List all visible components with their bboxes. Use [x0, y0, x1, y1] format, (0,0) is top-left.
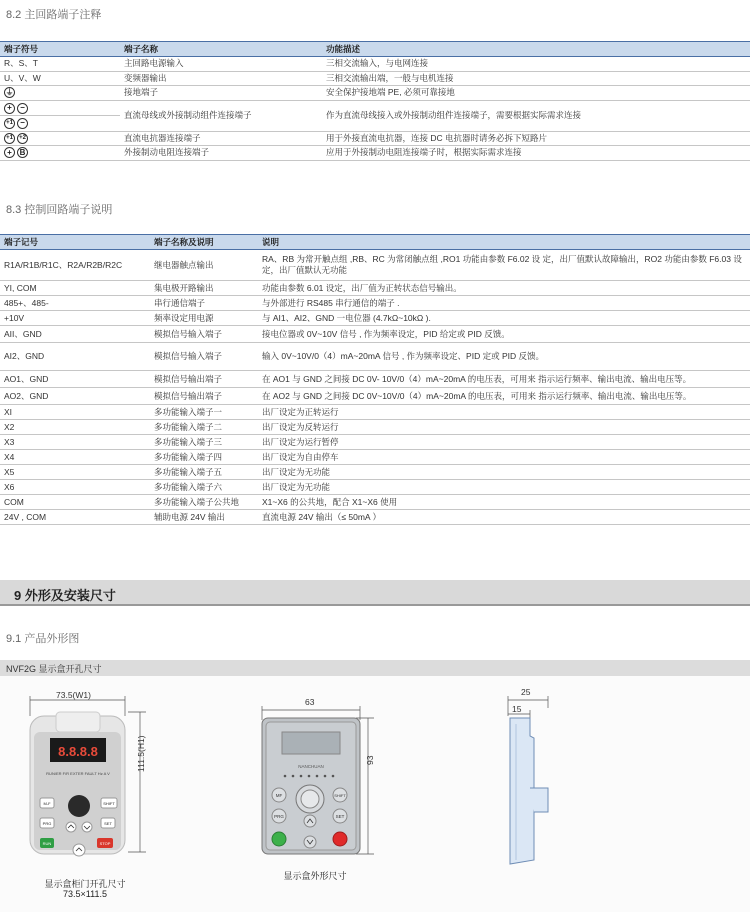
cell-name: 多功能输入端子三	[150, 435, 258, 450]
cell-desc: 与外部进行 RS485 串行通信的端子 .	[258, 296, 750, 311]
shift-button-label: SHIFT	[103, 801, 115, 806]
cell-desc: 与 AI1、AI2、GND 一电位器 (4.7kΩ~10kΩ ).	[258, 311, 750, 326]
cell-desc: 出厂设定为运行暂停	[258, 435, 750, 450]
cell-desc: X1~X6 的公共地，配合 X1~X6 使用	[258, 495, 750, 510]
figure-title: NVF2G 显示盒开孔尺寸	[6, 664, 102, 674]
table-header-row	[0, 235, 750, 250]
minus-terminal-icon: −	[17, 103, 28, 114]
cell-name: 继电器触点输出	[150, 250, 258, 281]
main-terminal-table	[0, 41, 750, 161]
cell-symbol: AO1、GND	[0, 371, 150, 388]
cell-desc: 出厂设定为反转运行	[258, 420, 750, 435]
cell-symbol: X3	[0, 435, 150, 450]
table-row	[0, 57, 750, 72]
cell-name: 外接制动电阻连接端子	[120, 146, 322, 161]
cell-symbol: X4	[0, 450, 150, 465]
cell-name: 多功能输入端子六	[150, 480, 258, 495]
table-row	[0, 343, 750, 371]
table-row	[0, 480, 750, 495]
cell-desc: 三相交流输出端，一般与电机连接	[322, 71, 750, 86]
plus-terminal-icon: +	[4, 147, 15, 158]
cell-desc: 三相交流输入，与电网连接	[322, 57, 750, 72]
cell-desc: 在 AO1 与 GND 之间接 DC 0V- 10V/0（4）mA~20mA 的电压表，可用来 指示运行频率、输出电流、输出电压等。	[258, 371, 750, 388]
cell-name: 模拟信号输入端子	[150, 343, 258, 371]
section-9-1-title: 9.1 产品外形图	[6, 633, 80, 645]
cell-symbol: XI	[0, 405, 150, 420]
cell-name: 频率设定用电源	[150, 311, 258, 326]
table-row	[0, 250, 750, 281]
cell-desc: 在 AO2 与 GND 之间接 DC 0V~10V/0（4）mA~20mA 的电压表，可用来 指示运行频率、输出电流、输出电压等。	[258, 388, 750, 405]
table-row	[0, 86, 750, 101]
cell-name: 多功能输入端子一	[150, 405, 258, 420]
run-button-label: RUN	[42, 841, 52, 846]
cell-symbol: COM	[0, 495, 150, 510]
cell-name: 直流电抗器连接端子	[120, 131, 322, 146]
cell-name: 接地端子	[120, 86, 322, 101]
cell-name: 多功能输入端子五	[150, 465, 258, 480]
control-terminal-table	[0, 234, 750, 525]
cell-desc: 用于外接直流电抗器，连接 DC 电抗器时请务必拆下短路片	[322, 131, 750, 146]
fig3-inner-depth-label: 15	[512, 704, 522, 714]
table-row	[0, 71, 750, 86]
fig1-height-label: 111.5(H1)	[136, 735, 146, 772]
fig1-caption: 显示盒柜门开孔尺寸	[44, 879, 126, 889]
table-row	[0, 388, 750, 405]
minus-terminal-icon: −	[17, 118, 28, 129]
ground-icon: ⏚	[5, 87, 14, 97]
table-row	[0, 281, 750, 296]
cell-name: 模拟信号输出端子	[150, 371, 258, 388]
section-8-2-title: 8.2 主回路端子注释	[6, 9, 102, 21]
table-header-row	[0, 42, 750, 57]
keypad-side-view	[510, 718, 548, 864]
plus-terminal-icon: +	[4, 103, 15, 114]
cell-symbol	[0, 86, 120, 101]
cell-desc: 输入 0V~10V/0（4）mA~20mA 信号 , 作为频率设定、PID 定或 PID 反馈。	[258, 343, 750, 371]
fig2-caption: 显示盒外形尺寸	[283, 871, 347, 881]
cell-name: 多功能输入端子公共地	[150, 495, 258, 510]
cell-desc: 作为直流母线接入或外接制动组件连接端子，需要根据实际需求连接	[322, 100, 750, 131]
figure-title-bar	[0, 660, 750, 676]
table-row	[0, 131, 750, 146]
header-symbol: 端子符号	[0, 42, 120, 57]
table-row	[0, 465, 750, 480]
cell-desc: 出厂设定为无功能	[258, 465, 750, 480]
cell-symbol: AO2、GND	[0, 388, 150, 405]
cell-symbol: 24V , COM	[0, 510, 150, 525]
table-row	[0, 326, 750, 343]
svg-text:SHIFT: SHIFT	[334, 793, 346, 798]
table-row	[0, 405, 750, 420]
keypad-cutout-front	[30, 712, 125, 856]
cell-desc: 直流电源 24V 输出（≤ 50mA ）	[258, 510, 750, 525]
fig3-depth-label: 25	[521, 687, 531, 697]
cell-desc: 出厂设定为无功能	[258, 480, 750, 495]
header-desc: 功能描述	[322, 42, 750, 57]
plus1-terminal-icon: +1	[4, 133, 15, 144]
table-row	[0, 420, 750, 435]
cell-symbol	[0, 131, 120, 146]
cell-name: 多功能输入端子四	[150, 450, 258, 465]
brake-b-terminal-icon: B	[17, 147, 28, 158]
fig1-width-label: 73.5(W1)	[56, 690, 91, 700]
table-row	[0, 100, 750, 131]
cell-desc: 出厂设定为正转运行	[258, 405, 750, 420]
cell-name: 串行通信端子	[150, 296, 258, 311]
set-button-label: SET	[104, 821, 112, 826]
cell-name: 主回路电源输入	[120, 57, 322, 72]
cell-symbol: +10V	[0, 311, 150, 326]
cell-name: 变频器输出	[120, 71, 322, 86]
svg-text:SET: SET	[335, 814, 345, 819]
cell-name: 多功能输入端子二	[150, 420, 258, 435]
cell-symbol: AII、GND	[0, 326, 150, 343]
plus2-terminal-icon: +2	[17, 133, 28, 144]
brand-label: NANCHUAN	[298, 764, 324, 769]
fig2-width-label: 63	[305, 697, 315, 707]
cell-name: 集电极开路输出	[150, 281, 258, 296]
stop-button-label: STOP	[99, 841, 111, 846]
header-name: 端子名称	[120, 42, 322, 57]
keypad-outline-front	[262, 718, 360, 854]
cell-symbol: X5	[0, 465, 150, 480]
cell-desc: 出厂设定为自由停车	[258, 450, 750, 465]
table-row	[0, 450, 750, 465]
svg-text:MF: MF	[275, 793, 283, 798]
cell-desc: 功能由参数 6.01 设定，出厂值为正转状态信号输出。	[258, 281, 750, 296]
cell-symbol: AI2、GND	[0, 343, 150, 371]
cell-name: 辅助电源 24V 输出	[150, 510, 258, 525]
cell-name: 模拟信号输入端子	[150, 326, 258, 343]
cell-desc: 应用于外接制动电阻连接端子时，根据实际需求连接	[322, 146, 750, 161]
table-row	[0, 296, 750, 311]
table-row	[0, 146, 750, 161]
table-row	[0, 435, 750, 450]
table-row	[0, 510, 750, 525]
section-8-3-title: 8.3 控制回路端子说明	[6, 204, 113, 216]
table-row	[0, 311, 750, 326]
cell-desc: 安全保护接地端 PE, 必须可靠接地	[322, 86, 750, 101]
cell-symbol	[0, 146, 120, 161]
cell-symbol: X6	[0, 480, 150, 495]
cell-symbol	[0, 100, 120, 131]
chapter-9-title: 9 外形及安装尺寸	[14, 588, 116, 603]
plus1-terminal-icon: +1	[4, 118, 15, 129]
chapter-9-header	[0, 580, 750, 606]
cell-desc: RA、RB 为常开触点组 ,RB、RC 为常闭触点组 ,RO1 功能由参数 F6.02 设 定，出厂值默认故障输出，RO2 功能由参数 F6.03 设定，出厂值默认无功能	[258, 250, 750, 281]
cell-name: 模拟信号输出端子	[150, 388, 258, 405]
cell-symbol: YI, COM	[0, 281, 150, 296]
cell-name: 直流母线或外接制动组件连接端子	[120, 100, 322, 131]
header-desc: 说明	[258, 235, 750, 250]
cell-symbol: U、V、W	[0, 71, 120, 86]
cell-symbol: R、S、T	[0, 57, 120, 72]
svg-text:PRG: PRG	[274, 814, 284, 819]
svg-text:RUN/ER F/R EXTER FAULT Hz A V: RUN/ER F/R EXTER FAULT Hz A V	[46, 771, 110, 776]
header-name: 端子名称及说明	[150, 235, 258, 250]
svg-text:8.8.8.8: 8.8.8.8	[58, 744, 98, 759]
fig2-height-label: 93	[365, 755, 375, 765]
table-row	[0, 371, 750, 388]
fig1-caption-dims: 73.5×111.5	[63, 889, 107, 899]
prg-button-label: PRG	[42, 821, 52, 826]
table-row	[0, 495, 750, 510]
cell-desc: 接电位器或 0V~10V 信号 , 作为频率设定，PID 给定或 PID 反馈。	[258, 326, 750, 343]
mf-button-label: M-F	[43, 801, 51, 806]
header-symbol: 端子记号	[0, 235, 150, 250]
cell-symbol: 485+、485-	[0, 296, 150, 311]
cell-symbol: R1A/R1B/R1C、R2A/R2B/R2C	[0, 250, 150, 281]
cell-symbol: X2	[0, 420, 150, 435]
